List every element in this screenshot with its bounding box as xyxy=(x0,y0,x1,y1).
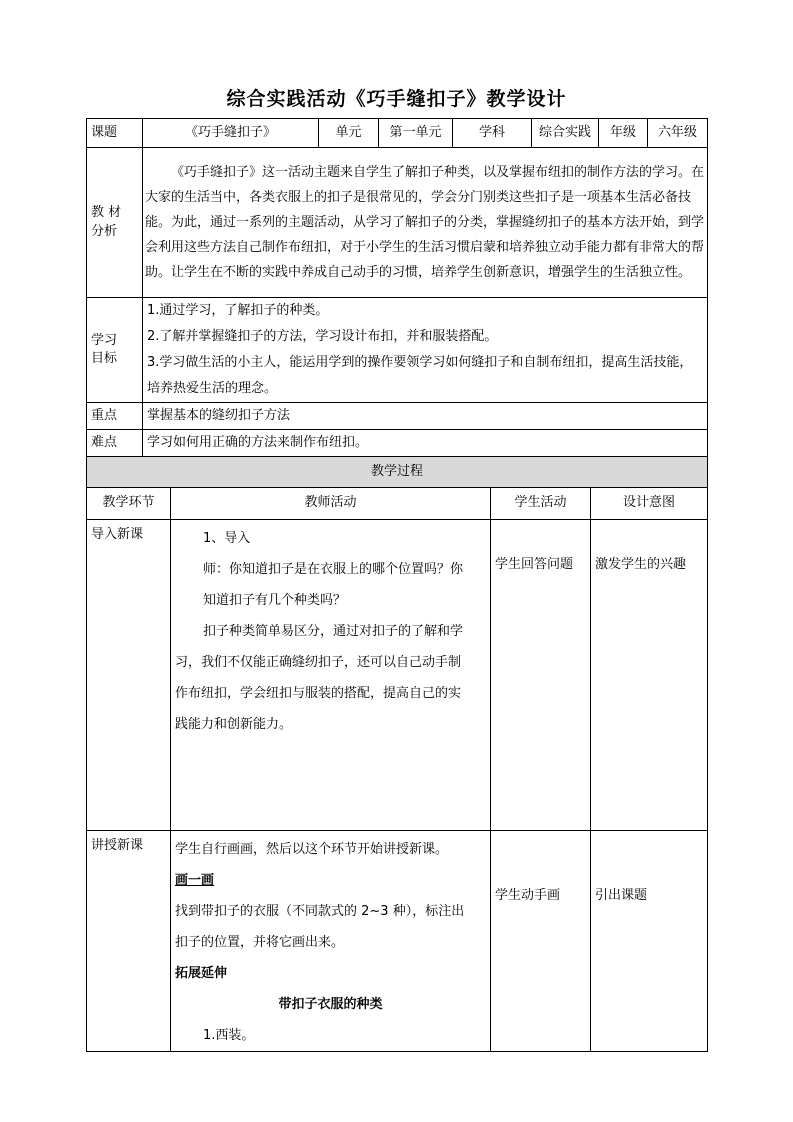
goals-row xyxy=(87,298,708,403)
process-row-new-lesson xyxy=(87,831,708,1052)
unit-value: 第一单元 xyxy=(379,119,453,148)
subject-value: 综合实践 xyxy=(532,119,599,148)
design-intent: 激发学生的兴趣 xyxy=(591,520,708,831)
stage-label: 导入新课 xyxy=(87,520,171,831)
analysis-label xyxy=(87,148,143,298)
difficulty-text: 学习如何用正确的方法来制作布纽扣。 xyxy=(143,430,708,457)
draw-heading: 画一画 xyxy=(175,873,215,888)
goals-label xyxy=(87,298,143,403)
types-heading: 带扣子衣服的种类 xyxy=(278,997,383,1012)
process-row-intro xyxy=(87,520,708,831)
teacher-activity xyxy=(171,520,491,831)
grade-label: 年级 xyxy=(599,119,648,148)
type-item: 1.西装。 xyxy=(203,1028,255,1043)
teacher-line: 扣子种类简单易区分，通过对扣子的了解和学 xyxy=(203,624,464,639)
info-header-row xyxy=(87,119,708,148)
teacher-activity xyxy=(171,831,491,1052)
column-header: 设计意图 xyxy=(591,488,708,520)
analysis-row xyxy=(87,148,708,298)
key-point-label: 重点 xyxy=(87,403,143,430)
teacher-line: 习，我们不仅能正确缝纫扣子，还可以自己动手制 xyxy=(175,655,462,670)
difficulty-row xyxy=(87,430,708,457)
stage-label: 讲授新课 xyxy=(87,831,171,1052)
document-title: 综合实践活动《巧手缝扣子》教学设计 xyxy=(226,88,567,110)
teacher-line: 践能力和创新能力。 xyxy=(175,717,293,732)
teacher-line: 师：你知道扣子是在衣服上的哪个位置吗？你 xyxy=(203,562,464,577)
design-intent: 引出课题 xyxy=(591,831,708,1052)
process-header: 教学过程 xyxy=(87,457,708,488)
goal-item: 1.通过学习，了解扣子的种类。 xyxy=(147,303,329,318)
column-header: 教学环节 xyxy=(87,488,171,520)
column-header: 学生活动 xyxy=(491,488,591,520)
intro-heading: 1、导入 xyxy=(203,531,251,546)
goal-item: 3.学习做生活的小主人，能运用学到的操作要领学习如何缝扣子和自制布纽扣，提高生活技能，培养热爱生活的理念。 xyxy=(147,355,693,396)
topic-label: 课题 xyxy=(87,119,143,148)
teacher-line: 学生自行画画，然后以这个环节开始讲授新课。 xyxy=(175,842,449,857)
process-table xyxy=(86,456,708,1052)
subject-label: 学科 xyxy=(453,119,532,148)
process-columns-row xyxy=(87,488,708,520)
goals-label-line-2: 目标 xyxy=(91,351,118,366)
teacher-line: 扣子的位置，并将它画出来。 xyxy=(175,935,345,950)
key-point-row xyxy=(87,403,708,430)
key-point-text: 掌握基本的缝纫扣子方法 xyxy=(143,403,708,430)
analysis-text: 《巧手缝扣子》这一活动主题来自学生了解扣子种类，以及掌握布纽扣的制作方法的学习。在大家的生活当中，各类衣服上的扣子是很常见的，学会分门别类这些扣子是一项基本生活必备技能。为此，通过一系列的主题活动，从学习了解扣子的分类，掌握缝纫扣子的基本方法开始，到学会利用这些方法自己制作布纽扣，对于小学生的生活习惯启蒙和培养独立动手能力都有非常大的帮助。让学生在不断的实践中养成自己动手的习惯，培养学生创新意识，增强学生的生活独立性。 xyxy=(143,148,708,298)
grade-value: 六年级 xyxy=(648,119,708,148)
student-activity: 学生动手画 xyxy=(491,831,591,1052)
goals-list xyxy=(143,298,708,403)
info-table xyxy=(86,118,708,457)
extension-heading: 拓展延伸 xyxy=(175,966,228,981)
teacher-line: 作布纽扣，学会纽扣与服装的搭配，提高自己的实 xyxy=(175,686,462,701)
analysis-label-line-2: 分析 xyxy=(91,223,118,239)
teacher-line: 找到带扣子的衣服（不同款式的 2~3 种），标注出 xyxy=(175,904,465,919)
teacher-line: 知道扣子有几个种类吗？ xyxy=(203,593,347,608)
unit-label: 单元 xyxy=(319,119,379,148)
student-activity: 学生回答问题 xyxy=(491,520,591,831)
analysis-label-line-1: 教 材 xyxy=(91,205,122,221)
goals-label-line-1: 学习 xyxy=(91,332,118,348)
topic-value: 《巧手缝扣子》 xyxy=(143,119,319,148)
goal-item: 2.了解并掌握缝扣子的方法，学习设计布扣，并和服装搭配。 xyxy=(147,329,498,344)
process-header-row xyxy=(87,457,708,488)
difficulty-label: 难点 xyxy=(87,430,143,457)
column-header: 教师活动 xyxy=(171,488,491,520)
